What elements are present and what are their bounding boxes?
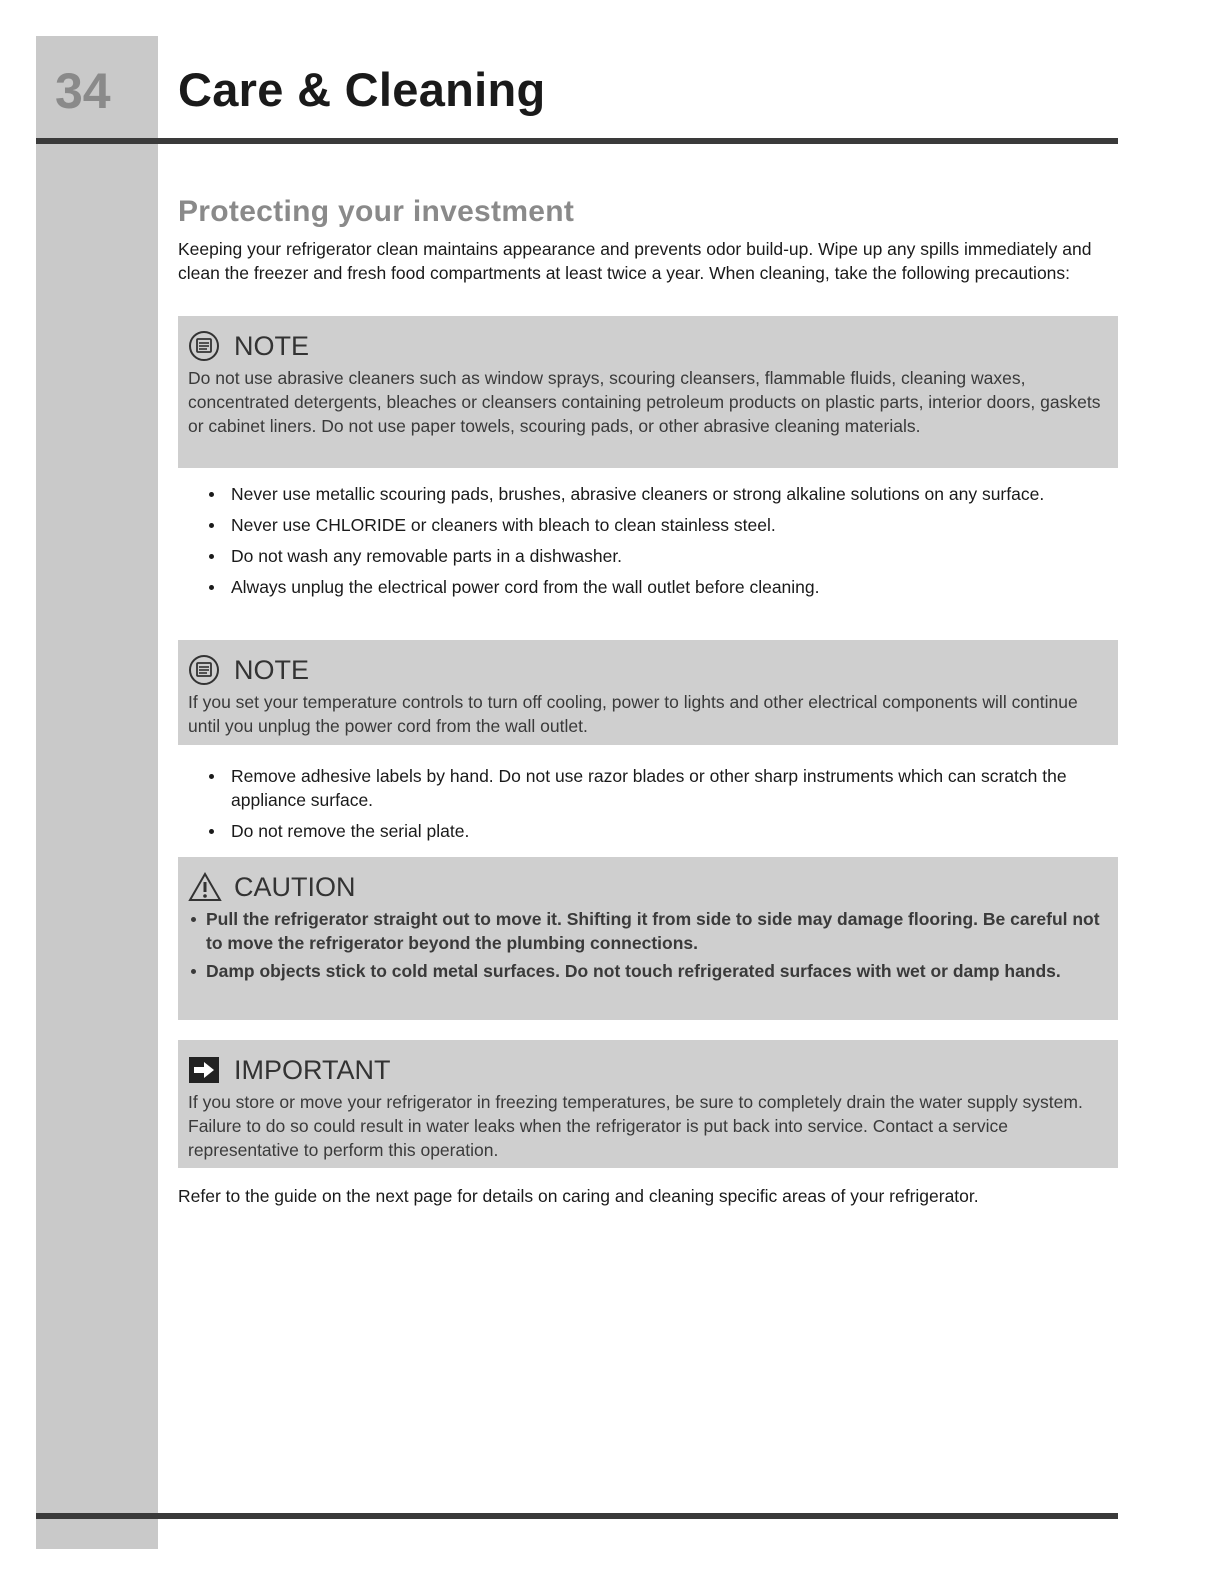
important-text: If you store or move your refrigerator in freezing temperatures, be sure to completely drain the water supply system. Failure to do so could result in water leaks when the refrigerator is put back into service. Contact a service representative to perform this operation. — [188, 1092, 1083, 1160]
note-header-2 — [188, 650, 1108, 690]
caution-label: CAUTION — [234, 871, 356, 902]
list-item: Pull the refrigerator straight out to move it. Shifting it from side to side may damage flooring. Be careful not to move the refrigerator beyond the plumbing connections. — [188, 907, 1108, 955]
subheading: Protecting your investment — [178, 195, 575, 228]
note-icon — [188, 330, 220, 362]
section-title: Care & Cleaning — [178, 63, 546, 116]
note-text-2: If you set your temperature controls to turn off cooling, power to lights and other electrical components will continue until you unplug the power cord from the wall outlet. — [188, 692, 1078, 736]
bottom-rule — [36, 1513, 1118, 1519]
list-item: Never use CHLORIDE or cleaners with bleach to clean stainless steel. — [205, 513, 1105, 537]
caution-box — [178, 857, 1118, 1020]
important-label: IMPORTANT — [234, 1054, 391, 1085]
list-item: Never use metallic scouring pads, brushes, abrasive cleaners or strong alkaline solutions on any surface. — [205, 482, 1105, 506]
note-label-1: NOTE — [234, 330, 310, 361]
footer-paragraph: Refer to the guide on the next page for details on caring and cleaning specific areas of your refrigerator. — [178, 1186, 979, 1206]
caution-list — [188, 907, 1108, 983]
precautions-list-2 — [205, 764, 1105, 850]
list-item: Always unplug the electrical power cord from the wall outlet before cleaning. — [205, 575, 1105, 599]
important-header — [188, 1050, 1108, 1090]
important-box — [178, 1040, 1118, 1168]
list-item: Do not wash any removable parts in a dishwasher. — [205, 544, 1105, 568]
top-rule — [36, 138, 1118, 144]
note-header-1 — [188, 326, 1108, 366]
list-item: Remove adhesive labels by hand. Do not use razor blades or other sharp instruments which can scratch the appliance surface. — [205, 764, 1105, 812]
intro-paragraph: Keeping your refrigerator clean maintains appearance and prevents odor build-up. Wipe up any spills immediately and clean the freezer and fresh food compartments at least twice a year. When cleaning, take the following precautions: — [178, 239, 1092, 283]
page-number: 34 — [55, 63, 111, 119]
note-label-2: NOTE — [234, 654, 310, 685]
note-box-1 — [178, 316, 1118, 468]
precautions-list-1 — [205, 482, 1105, 606]
note-icon — [188, 654, 220, 686]
warning-triangle-icon — [188, 871, 220, 903]
list-item: Do not remove the serial plate. — [205, 819, 1105, 843]
note-text-1: Do not use abrasive cleaners such as window sprays, scouring cleansers, flammable fluids, cleaning waxes, concentrated detergents, bleaches or cleansers containing petroleum products on plastic parts, interior doors, gaskets or cabinet liners. Do not use paper towels, scouring pads, or other abrasive cleaning materials. — [188, 368, 1101, 436]
caution-header — [188, 867, 1108, 907]
sidebar-band — [36, 36, 158, 1549]
arrow-right-icon — [188, 1054, 220, 1086]
list-item: Damp objects stick to cold metal surfaces. Do not touch refrigerated surfaces with wet or damp hands. — [188, 959, 1108, 983]
note-box-2 — [178, 640, 1118, 745]
